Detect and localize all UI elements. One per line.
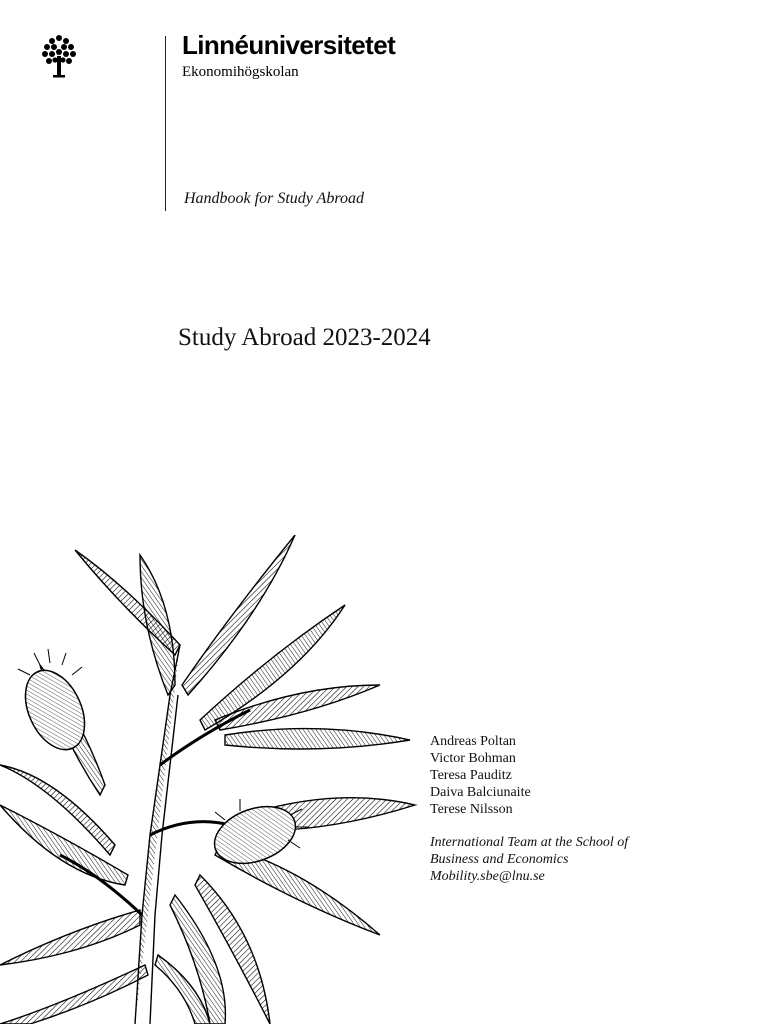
university-name: Linnéuniversitetet bbox=[182, 30, 396, 60]
authors-list bbox=[430, 733, 531, 818]
team-info bbox=[430, 834, 628, 885]
author-name: Teresa Pauditz bbox=[430, 768, 512, 783]
author-name: Andreas Poltan bbox=[430, 734, 516, 749]
school-name: Ekonomihögskolan bbox=[182, 64, 299, 80]
handbook-subtitle: Handbook for Study Abroad bbox=[184, 190, 364, 207]
team-email[interactable]: Mobility.sbe@lnu.se bbox=[430, 869, 545, 884]
tree-logo-icon bbox=[41, 34, 77, 78]
author-name: Victor Bohman bbox=[430, 751, 516, 766]
team-line-2: Business and Economics bbox=[430, 852, 569, 867]
author-name: Daiva Balciunaite bbox=[430, 785, 531, 800]
page-title: Study Abroad 2023-2024 bbox=[178, 324, 431, 351]
botanical-illustration bbox=[0, 535, 420, 1024]
author-name: Terese Nilsson bbox=[430, 802, 513, 817]
header-divider bbox=[165, 36, 166, 211]
team-line-1: International Team at the School of bbox=[430, 835, 629, 850]
